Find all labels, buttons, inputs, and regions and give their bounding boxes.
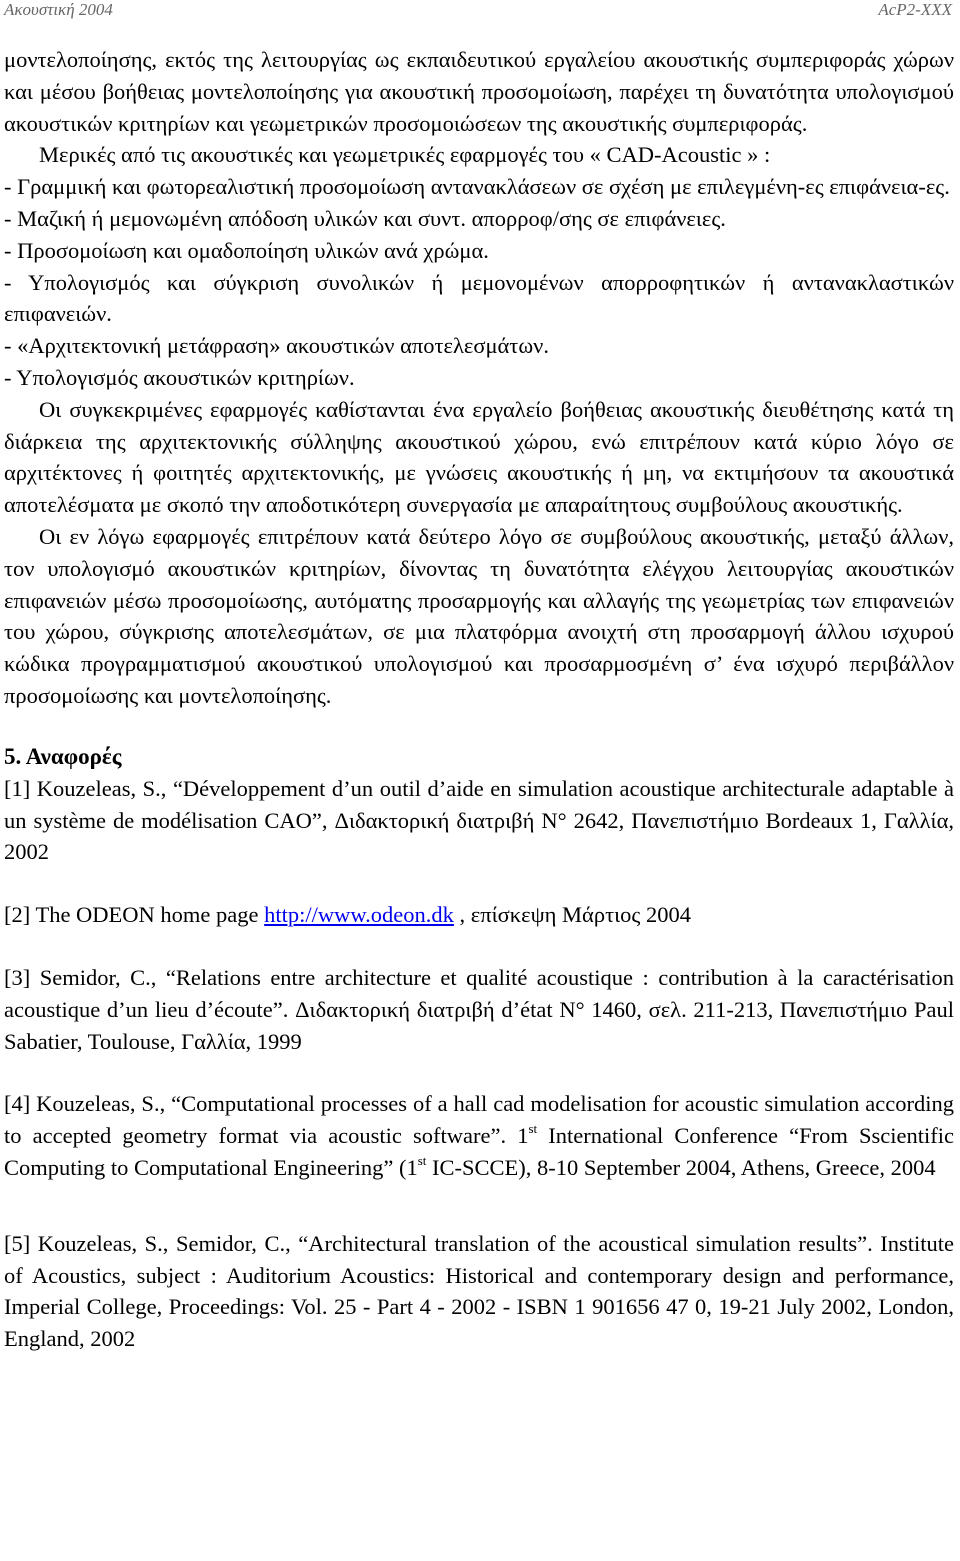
list-item: - Προσομοίωση και ομαδοποίηση υλικών ανά χρώμα. bbox=[4, 237, 489, 263]
list-item: - Μαζική ή μεμονωμένη απόδοση υλικών και συντ. απορροφ/σης σε επιφάνειες. bbox=[4, 205, 726, 231]
references-heading: 5. Αναφορές bbox=[4, 743, 122, 769]
reference-4-text-c: IC-SCCE), 8-10 September 2004, Athens, Greece, 2004 bbox=[426, 1154, 936, 1180]
paragraph-tool: Οι συγκεκριμένες εφαρμογές καθίστανται ένα εργαλείο βοήθειας ακουστικής διευθέτησης κατά τη διάρκεια της αρχιτεκτονικής σύλληψης ακουστικού χώρου, ενώ επιτρέπουν κατά κύριο λόγο σε αρχιτέκτονες ή φοιτητές αρχιτεκτονικής, με γνώσεις ακουστικής ή μη, να εκτιμήσουν τα ακουστικά αποτελέσματα με σκοπό την αποδοτικότερη συνεργασία με απαραίτητους συμβούλους ακουστικής. bbox=[4, 396, 954, 518]
reference-4-text-a: [4] Kouzeleas, S., “Computational processes of a hall cad modelisation for acoustic simulation according to accepted geometry format via acoustic software”. 1 bbox=[4, 1091, 954, 1149]
header-conference: Ακουστική 2004 bbox=[4, 0, 113, 19]
ordinal-superscript: st bbox=[417, 1152, 427, 1168]
reference-4-text-b: International Conference “From Sscientific Computing to Computational Engineering” (1 bbox=[4, 1123, 954, 1180]
odeon-link[interactable]: http://www.odeon.dk bbox=[264, 902, 454, 928]
reference-2-visit: , επίσκεψη Μάρτιος 2004 bbox=[453, 902, 691, 928]
reference-3: [3] Semidor, C., “Relations entre architecture et qualité acoustique : contribution à la caractérisation acoustique d’un lieu d’écoute”. Διδακτορική διατριβή d’état N° 1460, σελ. 211-213, Πανεπιστήμιο Paul Sabatier, Toulouse, Γαλλία, 1999 bbox=[4, 964, 954, 1054]
applications-intro: Μερικές από τις ακουστικές και γεωμετρικές εφαρμογές του « CAD-Acoustic » : bbox=[39, 142, 771, 168]
paragraph-continuation: μοντελοποίησης, εκτός της λειτουργίας ως εκπαιδευτικού εργαλείου ακουστικής συμπεριφοράς χώρων και μέσου βοήθειας μοντελοποίησης για ακουστική προσομοίωση, παρέχει τη δυνατότητα υπολογισμού ακουστικών κριτηρίων και γεωμετρικών προσομοιώσεων της ακουστικής συμπεριφοράς. bbox=[4, 47, 954, 136]
header-paper-id: AcP2-XXX bbox=[878, 0, 952, 19]
list-item: - Υπολογισμός και σύγκριση συνολικών ή μεμονομένων απορροφητικών ή αντανακλαστικών επιφανειών. bbox=[4, 269, 954, 327]
running-header bbox=[4, 0, 952, 22]
list-item: - «Αρχιτεκτονική μετάφραση» ακουστικών αποτελεσμάτων. bbox=[4, 333, 549, 359]
reference-4 bbox=[4, 1088, 954, 1183]
applications-list bbox=[4, 171, 954, 394]
list-item: - Υπολογισμός ακουστικών κριτηρίων. bbox=[4, 364, 355, 390]
reference-1: [1] Kouzeleas, S., “Développement d’un outil d’aide en simulation acoustique architecturale adaptable à un système de modélisation CAO”, Διδακτορική διατριβή N° 2642, Πανεπιστήμιο Bordeaux 1, Γαλλία, 2002 bbox=[4, 775, 954, 865]
list-item: - Γραμμική και φωτορεαλιστική προσομοίωση αντανακλάσεων σε σχέση με επιλεγμένη-ες επιφάνεια-ες. bbox=[4, 174, 950, 200]
paragraph-consultants: Οι εν λόγω εφαρμογές επιτρέπουν κατά δεύτερο λόγο σε συμβούλους ακουστικής, μεταξύ άλλων, τον υπολογισμό ακουστικών κριτηρίων, δίνοντας τη δυνατότητα ελέγχου λειτουργίας ακουστικών επιφανειών μέσω προσομοίωσης, αυτόματης προσαρμογής και αλλαγής της γεωμετρίας των επιφανειών του χώρου, σύγκρισης αποτελεσμάτων, σε μια πλατφόρμα ανοιχτή στη προσαρμογή άλλου ισχυρού κώδικα προγραμματισμού ακουστικού υπολογισμού και προσαρμοσμένη σ’ ένα ισχυρό περιβάλλον προσομοίωσης και μοντελοποίησης. bbox=[4, 523, 954, 708]
reference-2-text: [2] The ODEON home page bbox=[4, 902, 265, 928]
ordinal-superscript: st bbox=[528, 1121, 538, 1137]
reference-2 bbox=[4, 899, 954, 931]
reference-5: [5] Kouzeleas, S., Semidor, C., “Architectural translation of the acoustical simulation results”. Institute of Acoustics, subject : Auditorium Acoustics: Historical and contemporary design and performance, Imperial College, Proceedings: Vol. 25 - Part 4 - 2002 - ISBN 1 901656 47 0, 19-21 July 2002, London, England, 2002 bbox=[4, 1230, 954, 1352]
page-content bbox=[4, 44, 954, 1355]
